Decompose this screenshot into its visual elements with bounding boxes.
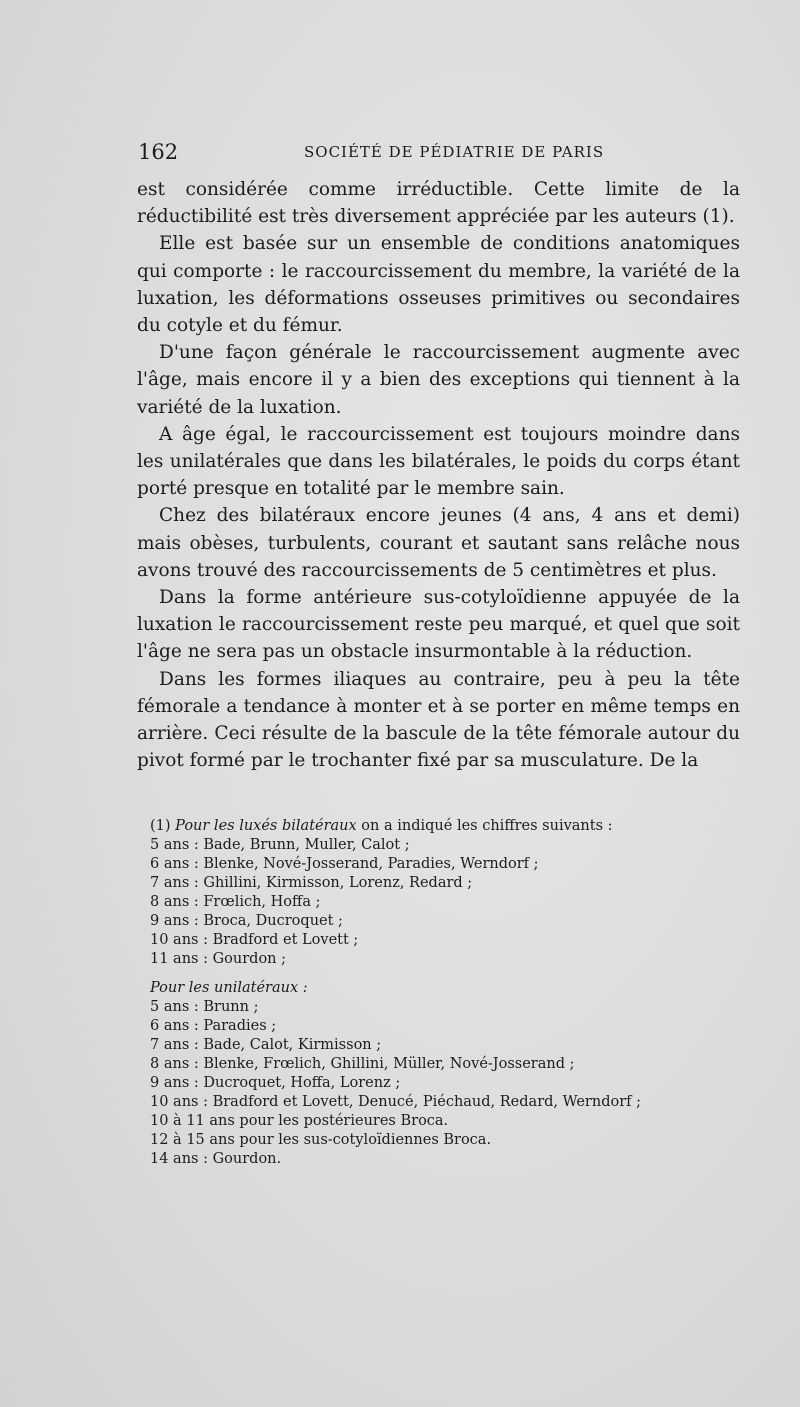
footnote-row: 14 ans : Gourdon.: [150, 1151, 282, 1167]
footnote-row: 9 ans : Ducroquet, Hoffa, Lorenz ;: [150, 1075, 401, 1091]
footnote: [150, 817, 730, 1169]
footnote-row: 10 ans : Bradford et Lovett ;: [150, 932, 359, 948]
main-text: [137, 176, 740, 774]
footnote-row: 7 ans : Ghillini, Kirmisson, Lorenz, Redard ;: [150, 875, 473, 891]
footnote-intro-text: on a indiqué les chiffres suivants :: [356, 818, 613, 834]
paragraph: A âge égal, le raccourcissement est toujours moindre dans les unilatérales que dans les bilatérales, le poids du corps étant porté presque en totalité par le membre sain.: [137, 423, 740, 500]
footnote-row: 5 ans : Brunn ;: [150, 999, 259, 1015]
footnote-intro: [150, 817, 730, 836]
footnote-row: 6 ans : Paradies ;: [150, 1018, 277, 1034]
footnote-marker: (1): [150, 818, 171, 834]
footnote-row: 8 ans : Frœlich, Hoffa ;: [150, 894, 321, 910]
footnote-row: 9 ans : Broca, Ducroquet ;: [150, 913, 343, 929]
paragraph: Dans la forme antérieure sus-cotyloïdienne appuyée de la luxation le raccourcissement reste peu marqué, et quel que soit l'âge ne sera pas un obstacle insurmontable à la réduction.: [137, 587, 740, 663]
footnote-row: 10 à 11 ans pour les postérieures Broca.: [150, 1113, 449, 1129]
paragraph: D'une façon générale le raccourcissement augmente avec l'âge, mais encore il y a bien des exceptions qui tiennent à la variété de la luxation.: [137, 342, 740, 418]
footnote-row: 10 ans : Bradford et Lovett, Denucé, Piéchaud, Redard, Werndorf ;: [150, 1094, 641, 1110]
paragraph: Dans les formes iliaques au contraire, peu à peu la tête fémorale a tendance à monter et à se porter en même temps en arrière. Ceci résulte de la bascule de la tête fémorale autour du pivot formé par le trochanter fixé par sa musculature. De la: [137, 668, 740, 772]
footnote-row: 11 ans : Gourdon ;: [150, 951, 287, 967]
footnote-unilateral-heading-text: Pour les unilatéraux :: [150, 980, 308, 996]
footnote-spacer: [150, 969, 730, 979]
footnote-row: 8 ans : Blenke, Frœlich, Ghillini, Müller, Nové-Josserand ;: [150, 1056, 575, 1072]
footnote-row: 5 ans : Bade, Brunn, Muller, Calot ;: [150, 837, 410, 853]
paragraph: Elle est basée sur un ensemble de conditions anatomiques qui comporte : le raccourcissement du membre, la variété de la luxation, les déformations osseuses primitives ou secondaires du cotyle et du fémur.: [137, 233, 740, 337]
footnote-row: 7 ans : Bade, Calot, Kirmisson ;: [150, 1037, 382, 1053]
footnote-row: 12 à 15 ans pour les sus-cotyloïdiennes Broca.: [150, 1132, 492, 1148]
running-title: SOCIÉTÉ DE PÉDIATRIE DE PARIS: [304, 143, 605, 161]
page-header: [138, 140, 740, 166]
page-number: 162: [138, 140, 179, 164]
footnote-unilateral-heading: [150, 979, 730, 998]
footnote-bilateral-heading: Pour les luxés bilatéraux: [175, 818, 357, 834]
paragraph: Chez des bilatéraux encore jeunes (4 ans, 4 ans et demi) mais obèses, turbulents, courant et sautant sans relâche nous avons trouvé des raccourcissements de 5 centimètres et plus.: [137, 505, 740, 581]
footnote-row: 6 ans : Blenke, Nové-Josserand, Paradies, Werndorf ;: [150, 856, 539, 872]
paragraph: est considérée comme irréductible. Cette limite de la réductibilité est très diversement appréciée par les auteurs (1).: [137, 179, 740, 228]
